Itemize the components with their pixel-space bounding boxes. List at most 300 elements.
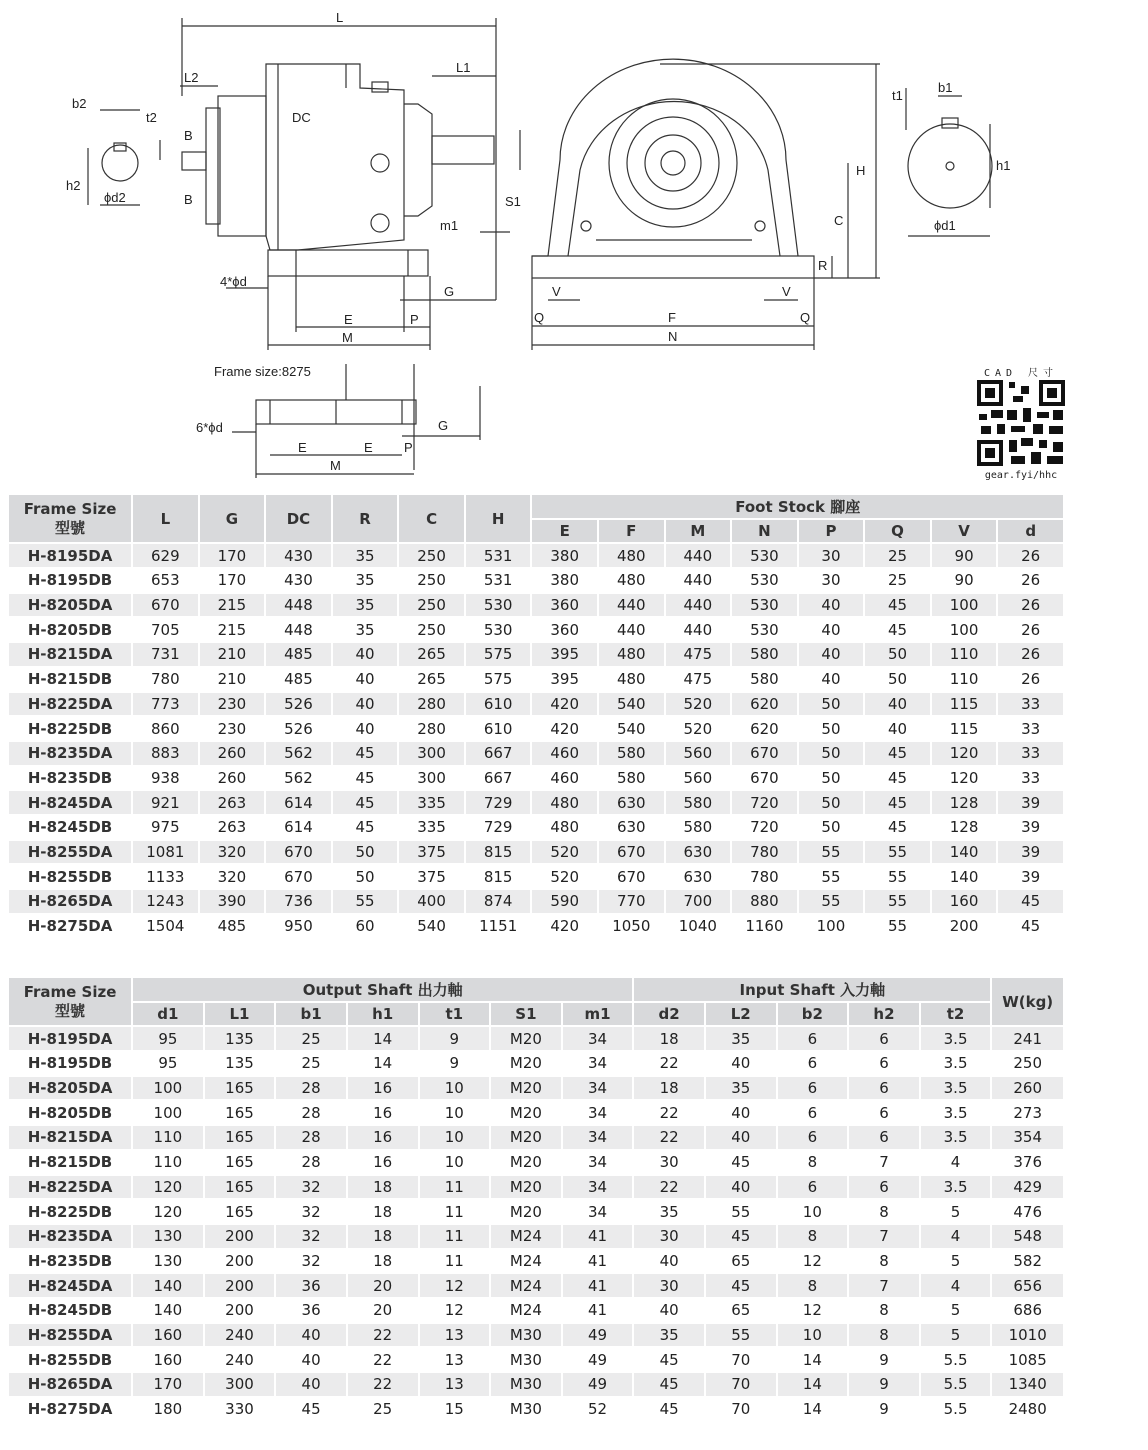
table-cell: 430 bbox=[266, 569, 331, 592]
table-cell: 2480 bbox=[992, 1398, 1063, 1421]
table-cell: 1040 bbox=[666, 915, 731, 938]
dim-label: L bbox=[336, 10, 344, 25]
table-cell: 39 bbox=[998, 791, 1063, 814]
table-cell: 33 bbox=[998, 742, 1063, 765]
dimensions-table-body bbox=[9, 544, 1063, 937]
table-cell: 670 bbox=[266, 865, 331, 888]
dim-label: h2 bbox=[66, 178, 81, 193]
col-header: t1 bbox=[420, 1003, 490, 1026]
table-cell: 45 bbox=[998, 915, 1063, 938]
frame-size-cell: H-8215DA bbox=[9, 643, 131, 666]
table-cell: 120 bbox=[932, 767, 997, 790]
table-cell: 12 bbox=[420, 1274, 490, 1297]
frame-size-cell: H-8275DA bbox=[9, 915, 131, 938]
table-cell: 45 bbox=[276, 1398, 346, 1421]
table-cell: 45 bbox=[333, 791, 398, 814]
table-row bbox=[9, 890, 1063, 913]
table-cell: 170 bbox=[133, 1373, 203, 1396]
table-cell: 60 bbox=[333, 915, 398, 938]
table-cell: 25 bbox=[276, 1027, 346, 1050]
table-cell: 263 bbox=[200, 791, 265, 814]
table-cell: 530 bbox=[732, 594, 797, 617]
table-cell: 770 bbox=[599, 890, 664, 913]
table-cell: 45 bbox=[634, 1348, 704, 1371]
frame-size-header: Frame Size 型號 bbox=[9, 978, 131, 1025]
table-cell: 320 bbox=[200, 841, 265, 864]
table-cell: 45 bbox=[865, 618, 930, 641]
table-cell: 575 bbox=[466, 643, 531, 666]
table-cell: 135 bbox=[205, 1052, 275, 1075]
qr-caption: CAD 尺寸 bbox=[983, 368, 1059, 379]
weight-header: W(kg) bbox=[992, 978, 1063, 1025]
table-cell: 5 bbox=[921, 1324, 991, 1347]
table-cell: 100 bbox=[932, 594, 997, 617]
table-cell: 128 bbox=[932, 791, 997, 814]
frame-size-cell: H-8215DA bbox=[9, 1126, 131, 1149]
table-cell: 375 bbox=[399, 865, 464, 888]
table-cell: 580 bbox=[599, 767, 664, 790]
table-cell: 22 bbox=[634, 1101, 704, 1124]
table-cell: 50 bbox=[799, 742, 864, 765]
dim-label: M bbox=[342, 330, 353, 345]
table-cell: M24 bbox=[491, 1274, 561, 1297]
table-cell: 200 bbox=[205, 1250, 275, 1273]
table-cell: 110 bbox=[932, 643, 997, 666]
table-cell: 9 bbox=[849, 1398, 919, 1421]
table-cell: 3.5 bbox=[921, 1126, 991, 1149]
table-cell: 40 bbox=[276, 1348, 346, 1371]
table-cell: 440 bbox=[666, 569, 731, 592]
table-cell: 39 bbox=[998, 816, 1063, 839]
table-row bbox=[9, 791, 1063, 814]
table-cell: 6 bbox=[849, 1027, 919, 1050]
table-cell: 580 bbox=[666, 816, 731, 839]
table-cell: 50 bbox=[799, 693, 864, 716]
table-cell: M20 bbox=[491, 1027, 561, 1050]
table-cell: 11 bbox=[420, 1200, 490, 1223]
table-cell: 440 bbox=[666, 594, 731, 617]
table-cell: 670 bbox=[599, 865, 664, 888]
col-header: m1 bbox=[563, 1003, 633, 1026]
table-cell: 580 bbox=[732, 643, 797, 666]
frame-size-cell: H-8195DA bbox=[9, 1027, 131, 1050]
table-cell: 6 bbox=[778, 1126, 848, 1149]
table-cell: 5.5 bbox=[921, 1348, 991, 1371]
table-row bbox=[9, 841, 1063, 864]
shaft-table-body bbox=[9, 1027, 1063, 1420]
table-cell: 49 bbox=[563, 1348, 633, 1371]
table-cell: 300 bbox=[399, 767, 464, 790]
table-cell: 630 bbox=[599, 816, 664, 839]
table-cell: 50 bbox=[333, 841, 398, 864]
table-cell: 28 bbox=[276, 1101, 346, 1124]
table-cell: 12 bbox=[778, 1299, 848, 1322]
col-header: DC bbox=[266, 495, 331, 542]
qr-code-icon bbox=[977, 380, 1065, 466]
table-cell: 22 bbox=[634, 1176, 704, 1199]
table-cell: 448 bbox=[266, 618, 331, 641]
dim-label: Q bbox=[534, 310, 545, 325]
table-cell: 460 bbox=[532, 767, 597, 790]
table-cell: 250 bbox=[399, 594, 464, 617]
table-cell: 670 bbox=[732, 742, 797, 765]
table-cell: 14 bbox=[778, 1373, 848, 1396]
table-cell: 530 bbox=[732, 569, 797, 592]
table-cell: 520 bbox=[666, 717, 731, 740]
dim-label: b1 bbox=[938, 80, 953, 95]
table-cell: 590 bbox=[532, 890, 597, 913]
frame-size-note: Frame size:8275 bbox=[214, 364, 311, 379]
table-cell: 18 bbox=[348, 1200, 418, 1223]
dim-label: E bbox=[298, 440, 307, 455]
dim-label: h1 bbox=[996, 158, 1011, 173]
table-cell: 13 bbox=[420, 1348, 490, 1371]
table-cell: 16 bbox=[348, 1077, 418, 1100]
table-cell: 40 bbox=[865, 717, 930, 740]
table-cell: 35 bbox=[706, 1077, 776, 1100]
table-cell: 4 bbox=[921, 1274, 991, 1297]
table-cell: 115 bbox=[932, 693, 997, 716]
table-cell: 18 bbox=[348, 1176, 418, 1199]
col-header: R bbox=[333, 495, 398, 542]
table-cell: 526 bbox=[266, 717, 331, 740]
col-header: L1 bbox=[205, 1003, 275, 1026]
table-cell: 26 bbox=[998, 668, 1063, 691]
table-cell: 667 bbox=[466, 767, 531, 790]
table-cell: 780 bbox=[732, 841, 797, 864]
table-cell: 160 bbox=[133, 1324, 203, 1347]
table-cell: 34 bbox=[563, 1027, 633, 1050]
table-cell: 8 bbox=[778, 1225, 848, 1248]
col-header: d2 bbox=[634, 1003, 704, 1026]
table-cell: 120 bbox=[133, 1176, 203, 1199]
table-cell: 15 bbox=[420, 1398, 490, 1421]
table-cell: 16 bbox=[348, 1126, 418, 1149]
table-cell: 548 bbox=[992, 1225, 1063, 1248]
table-cell: 3.5 bbox=[921, 1101, 991, 1124]
table-cell: 45 bbox=[706, 1274, 776, 1297]
table-cell: 8 bbox=[849, 1299, 919, 1322]
table-cell: 476 bbox=[992, 1200, 1063, 1223]
table-cell: 40 bbox=[333, 668, 398, 691]
table-cell: 55 bbox=[706, 1324, 776, 1347]
table-cell: 480 bbox=[599, 569, 664, 592]
table-cell: 530 bbox=[466, 618, 531, 641]
table-cell: 1151 bbox=[466, 915, 531, 938]
col-header: b1 bbox=[276, 1003, 346, 1026]
table-row bbox=[9, 1101, 1063, 1124]
table-cell: 40 bbox=[799, 618, 864, 641]
table-cell: 10 bbox=[420, 1101, 490, 1124]
table-cell: 100 bbox=[932, 618, 997, 641]
col-header: H bbox=[466, 495, 531, 542]
table-cell: 40 bbox=[799, 668, 864, 691]
table-cell: 375 bbox=[399, 841, 464, 864]
table-cell: 28 bbox=[276, 1126, 346, 1149]
frame-size-cell: H-8225DB bbox=[9, 717, 131, 740]
table-cell: 160 bbox=[133, 1348, 203, 1371]
table-cell: 6 bbox=[778, 1077, 848, 1100]
table-cell: 45 bbox=[634, 1398, 704, 1421]
col-header: L2 bbox=[706, 1003, 776, 1026]
table-cell: M24 bbox=[491, 1299, 561, 1322]
table-cell: 45 bbox=[706, 1225, 776, 1248]
table-cell: 26 bbox=[998, 643, 1063, 666]
table-cell: 34 bbox=[563, 1151, 633, 1174]
table-cell: 16 bbox=[348, 1101, 418, 1124]
table-cell: 240 bbox=[205, 1348, 275, 1371]
table-cell: 45 bbox=[865, 791, 930, 814]
table-cell: 582 bbox=[992, 1250, 1063, 1273]
frame-size-cell: H-8265DA bbox=[9, 890, 131, 913]
table-row bbox=[9, 1324, 1063, 1347]
table-cell: 420 bbox=[532, 717, 597, 740]
table-cell: 25 bbox=[348, 1398, 418, 1421]
frame-size-cell: H-8195DB bbox=[9, 1052, 131, 1075]
table-cell: 130 bbox=[133, 1225, 203, 1248]
table-cell: 3.5 bbox=[921, 1176, 991, 1199]
table-cell: 50 bbox=[799, 816, 864, 839]
table-cell: 530 bbox=[466, 594, 531, 617]
table-row bbox=[9, 915, 1063, 938]
table-cell: 475 bbox=[666, 668, 731, 691]
table-cell: 614 bbox=[266, 816, 331, 839]
table-cell: 40 bbox=[706, 1176, 776, 1199]
table-cell: 41 bbox=[563, 1299, 633, 1322]
table-row bbox=[9, 1274, 1063, 1297]
dim-label: ϕd1 bbox=[934, 218, 956, 233]
table-cell: 670 bbox=[266, 841, 331, 864]
table-cell: 440 bbox=[666, 618, 731, 641]
table-cell: 40 bbox=[799, 594, 864, 617]
table-cell: 720 bbox=[732, 791, 797, 814]
table-cell: 140 bbox=[133, 1299, 203, 1322]
table-cell: 480 bbox=[599, 544, 664, 567]
table-cell: 580 bbox=[666, 791, 731, 814]
table-cell: 40 bbox=[634, 1299, 704, 1322]
frame-size-cell: H-8275DA bbox=[9, 1398, 131, 1421]
table-cell: 540 bbox=[599, 717, 664, 740]
table-cell: 480 bbox=[532, 816, 597, 839]
table-cell: 45 bbox=[865, 767, 930, 790]
table-cell: 874 bbox=[466, 890, 531, 913]
table-cell: 90 bbox=[932, 569, 997, 592]
table-cell: 360 bbox=[532, 618, 597, 641]
table-cell: 35 bbox=[333, 569, 398, 592]
table-cell: 52 bbox=[563, 1398, 633, 1421]
frame-size-cell: H-8235DB bbox=[9, 767, 131, 790]
dim-label: V bbox=[782, 284, 791, 299]
table-cell: 729 bbox=[466, 816, 531, 839]
table-cell: 480 bbox=[599, 668, 664, 691]
table-cell: 6 bbox=[778, 1052, 848, 1075]
table-cell: 6 bbox=[849, 1101, 919, 1124]
table-cell: 18 bbox=[348, 1250, 418, 1273]
table-cell: 25 bbox=[276, 1052, 346, 1075]
table-cell: 200 bbox=[205, 1274, 275, 1297]
table-cell: 41 bbox=[563, 1250, 633, 1273]
table-cell: 3.5 bbox=[921, 1077, 991, 1100]
table-cell: 11 bbox=[420, 1176, 490, 1199]
dimensions-table bbox=[7, 493, 1065, 939]
table-cell: 40 bbox=[333, 693, 398, 716]
table-cell: 165 bbox=[205, 1077, 275, 1100]
table-cell: 32 bbox=[276, 1200, 346, 1223]
table-cell: M20 bbox=[491, 1151, 561, 1174]
col-header: b2 bbox=[778, 1003, 848, 1026]
table-cell: 28 bbox=[276, 1077, 346, 1100]
table-cell: 55 bbox=[799, 841, 864, 864]
table-cell: 70 bbox=[706, 1373, 776, 1396]
table-row bbox=[9, 1151, 1063, 1174]
table-cell: 1504 bbox=[133, 915, 198, 938]
table-cell: 250 bbox=[399, 569, 464, 592]
table-cell: 526 bbox=[266, 693, 331, 716]
table-cell: 7 bbox=[849, 1274, 919, 1297]
table-cell: 200 bbox=[205, 1299, 275, 1322]
table-cell: 160 bbox=[932, 890, 997, 913]
table-cell: 520 bbox=[532, 865, 597, 888]
dim-label: ϕd2 bbox=[104, 190, 126, 205]
table-cell: 10 bbox=[420, 1151, 490, 1174]
table-cell: 9 bbox=[849, 1373, 919, 1396]
table-cell: 729 bbox=[466, 791, 531, 814]
table-cell: 30 bbox=[634, 1225, 704, 1248]
table-cell: 70 bbox=[706, 1348, 776, 1371]
table-cell: 36 bbox=[276, 1274, 346, 1297]
table-cell: 630 bbox=[666, 841, 731, 864]
table-cell: 5 bbox=[921, 1200, 991, 1223]
table-row bbox=[9, 1299, 1063, 1322]
frame-size-cell: H-8235DA bbox=[9, 1225, 131, 1248]
table-cell: 1010 bbox=[992, 1324, 1063, 1347]
table-cell: 100 bbox=[133, 1077, 203, 1100]
dim-label: B bbox=[184, 128, 193, 143]
table-cell: 120 bbox=[932, 742, 997, 765]
table-cell: 36 bbox=[276, 1299, 346, 1322]
frame-size-cell: H-8195DA bbox=[9, 544, 131, 567]
table-cell: 14 bbox=[348, 1027, 418, 1050]
table-cell: 40 bbox=[706, 1101, 776, 1124]
table-cell: 10 bbox=[778, 1324, 848, 1347]
frame-size-cell: H-8225DB bbox=[9, 1200, 131, 1223]
table-cell: 6 bbox=[778, 1176, 848, 1199]
table-cell: 1340 bbox=[992, 1373, 1063, 1396]
table-cell: 9 bbox=[420, 1052, 490, 1075]
table-cell: 560 bbox=[666, 767, 731, 790]
table-cell: 400 bbox=[399, 890, 464, 913]
table-cell: 390 bbox=[200, 890, 265, 913]
table-cell: 55 bbox=[799, 865, 864, 888]
cad-qr-code[interactable] bbox=[975, 368, 1067, 480]
table-cell: 670 bbox=[599, 841, 664, 864]
table-cell: 705 bbox=[133, 618, 198, 641]
table-cell: M20 bbox=[491, 1200, 561, 1223]
table-cell: 18 bbox=[348, 1225, 418, 1248]
table-cell: 55 bbox=[333, 890, 398, 913]
table-cell: 280 bbox=[399, 693, 464, 716]
frame-size-cell: H-8215DB bbox=[9, 668, 131, 691]
table-cell: 140 bbox=[133, 1274, 203, 1297]
col-header: h1 bbox=[348, 1003, 418, 1026]
table-cell: 95 bbox=[133, 1052, 203, 1075]
table-cell: 629 bbox=[133, 544, 198, 567]
table-cell: 260 bbox=[200, 742, 265, 765]
table-cell: 335 bbox=[399, 816, 464, 839]
table-cell: 210 bbox=[200, 643, 265, 666]
frame-size-header: Frame Size 型號 bbox=[9, 495, 131, 542]
table-cell: 22 bbox=[348, 1373, 418, 1396]
table-cell: 4 bbox=[921, 1151, 991, 1174]
table-cell: 14 bbox=[778, 1398, 848, 1421]
table-cell: 65 bbox=[706, 1299, 776, 1322]
table-cell: 35 bbox=[634, 1324, 704, 1347]
table-cell: 165 bbox=[205, 1101, 275, 1124]
table-cell: 55 bbox=[865, 841, 930, 864]
dim-label: t2 bbox=[146, 110, 157, 125]
table-cell: 395 bbox=[532, 643, 597, 666]
table-cell: 45 bbox=[634, 1373, 704, 1396]
table-row bbox=[9, 865, 1063, 888]
table-cell: 55 bbox=[865, 915, 930, 938]
table-cell: 35 bbox=[706, 1027, 776, 1050]
table-cell: 39 bbox=[998, 865, 1063, 888]
table-cell: 440 bbox=[666, 544, 731, 567]
table-cell: 263 bbox=[200, 816, 265, 839]
table-cell: 12 bbox=[420, 1299, 490, 1322]
table-cell: 614 bbox=[266, 791, 331, 814]
frame-size-cell: H-8215DB bbox=[9, 1151, 131, 1174]
table-cell: 33 bbox=[998, 717, 1063, 740]
table-cell: 50 bbox=[333, 865, 398, 888]
frame-size-cell: H-8205DA bbox=[9, 594, 131, 617]
table-cell: 420 bbox=[532, 693, 597, 716]
table-cell: 26 bbox=[998, 569, 1063, 592]
table-cell: 40 bbox=[706, 1126, 776, 1149]
table-cell: 360 bbox=[532, 594, 597, 617]
table-row bbox=[9, 1373, 1063, 1396]
table-cell: 65 bbox=[706, 1250, 776, 1273]
table-cell: 485 bbox=[200, 915, 265, 938]
table-row bbox=[9, 1200, 1063, 1223]
table-cell: 115 bbox=[932, 717, 997, 740]
table-cell: 45 bbox=[865, 594, 930, 617]
dim-label: Q bbox=[800, 310, 811, 325]
table-cell: 780 bbox=[732, 865, 797, 888]
dim-label: H bbox=[856, 163, 866, 178]
dim-label: L1 bbox=[456, 60, 471, 75]
table-cell: 50 bbox=[865, 643, 930, 666]
table-cell: 11 bbox=[420, 1250, 490, 1273]
table-cell: M24 bbox=[491, 1250, 561, 1273]
table-cell: 1160 bbox=[732, 915, 797, 938]
table-cell: 773 bbox=[133, 693, 198, 716]
table-cell: 22 bbox=[634, 1052, 704, 1075]
table-cell: 1050 bbox=[599, 915, 664, 938]
dim-label: R bbox=[818, 258, 828, 273]
table-cell: 90 bbox=[932, 544, 997, 567]
table-cell: 531 bbox=[466, 569, 531, 592]
table-cell: 3.5 bbox=[921, 1052, 991, 1075]
table-cell: 14 bbox=[778, 1348, 848, 1371]
table-cell: 610 bbox=[466, 693, 531, 716]
table-cell: 921 bbox=[133, 791, 198, 814]
table-cell: 883 bbox=[133, 742, 198, 765]
col-header: N bbox=[732, 520, 797, 543]
table-cell: 26 bbox=[998, 544, 1063, 567]
table-cell: 140 bbox=[932, 841, 997, 864]
table-cell: 6 bbox=[849, 1077, 919, 1100]
